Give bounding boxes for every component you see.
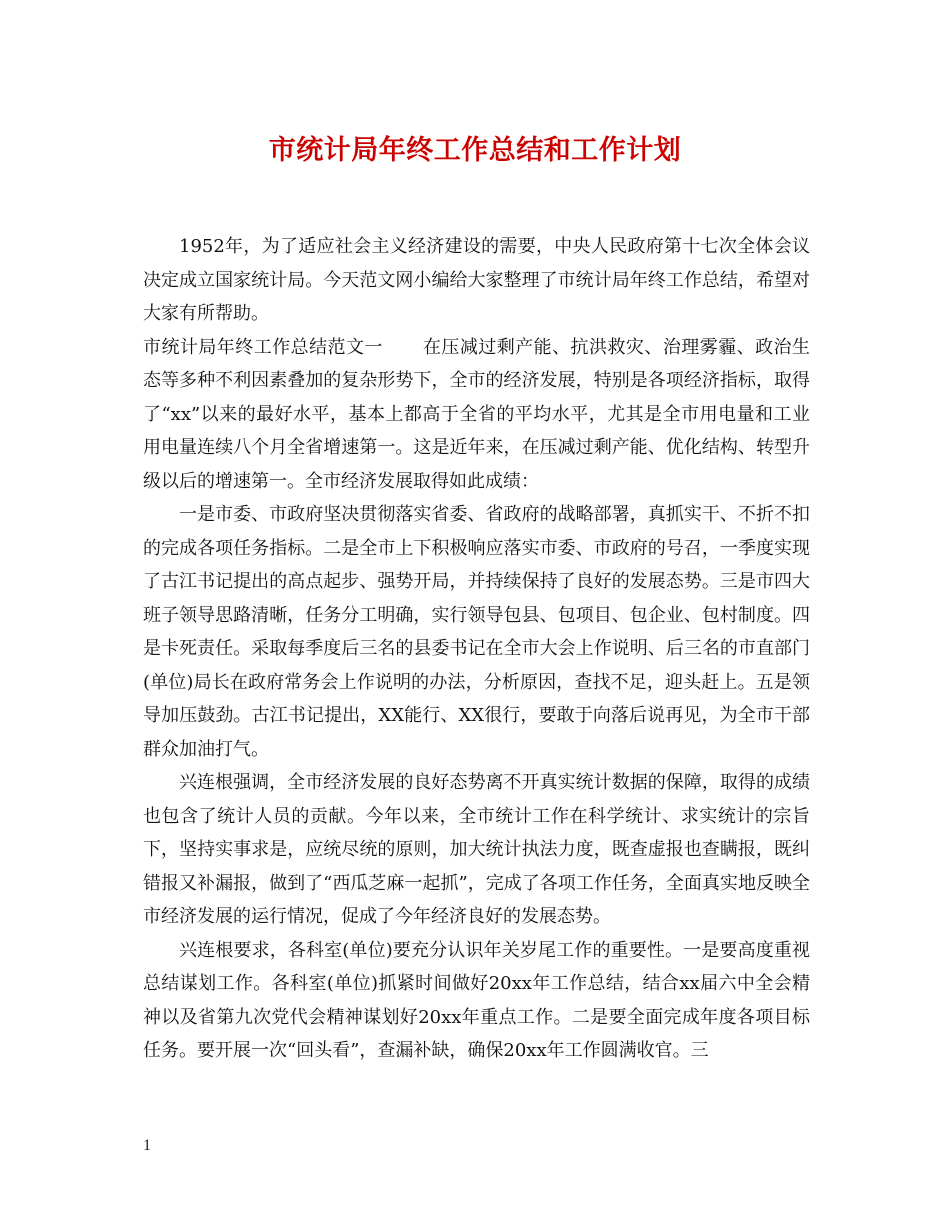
body-paragraph-1: 一是市委、市政府坚决贯彻落实省委、省政府的战略部署，真抓实干、不折不扣的完成各项任务指标。二是全市上下积极响应落实市委、市政府的号召，一季度实现了古江书记提出的高点起步、强势开局，并持续保持了良好的发展态势。三是市四大班子领导思路清晰，任务分工明确，实行领导包县、包项目、包企业、包村制度。四是卡死责任。采取每季度后三名的县委书记在全市大会上作说明、后三名的市直部门(单位)局长在政府常务会上作说明的办法，分析原因，查找不足，迎头赶上。五是领导加压鼓劲。古江书记提出，XX能行、XX很行，要敢于向落后说再见，为全市干部群众加油打气。: [143, 504, 810, 760]
section-heading: 市统计局年终工作总结范文一: [143, 336, 383, 358]
document-title: 市统计局年终工作总结和工作计划: [268, 135, 682, 166]
intro-paragraph: 1952年，为了适应社会主义经济建设的需要，中央人民政府第十七次全体会议决定成立国家统计局。今天范文网小编给大家整理了市统计局年终工作总结，希望对大家有所帮助。: [143, 236, 810, 324]
section-lead-text: 在压减过剩产能、抗洪救灾、治理雾霾、政治生态等多种不利因素叠加的复杂形势下，全市的经济发展，特别是各项经济指标，取得了“xx”以来的最好水平，基本上都高于全省的平均水平，尤其是全市用电量和工业用电量连续八个月全省增速第一。这是近年来，在压减过剩产能、优化结构、转型升级以后的增速第一。全市经济发展取得如此成绩：: [143, 336, 810, 492]
body-paragraph-2: 兴连根强调，全市经济发展的良好态势离不开真实统计数据的保障，取得的成绩也包含了统计人员的贡献。今年以来，全市统计工作在科学统计、求实统计的宗旨下，坚持实事求是，应统尽统的原则，加大统计执法力度，既查虚报也查瞒报，既纠错报又补漏报，做到了“西瓜芝麻一起抓”，完成了各项工作任务，全面真实地反映全市经济发展的运行情况，促成了今年经济良好的发展态势。: [143, 772, 810, 927]
body-paragraph-3: 兴连根要求，各科室(单位)要充分认识年关岁尾工作的重要性。一是要高度重视总结谋划工作。各科室(单位)抓紧时间做好20xx年工作总结，结合xx届六中全会精神以及省第九次党代会精神谋划好20xx年重点工作。二是要全面完成年度各项目标任务。要开展一次“回头看”，查漏补缺，确保20xx年工作圆满收官。三: [143, 939, 810, 1061]
document-body: [143, 230, 810, 1068]
section-paragraph: [143, 331, 810, 499]
page-number: 1: [143, 1137, 151, 1154]
